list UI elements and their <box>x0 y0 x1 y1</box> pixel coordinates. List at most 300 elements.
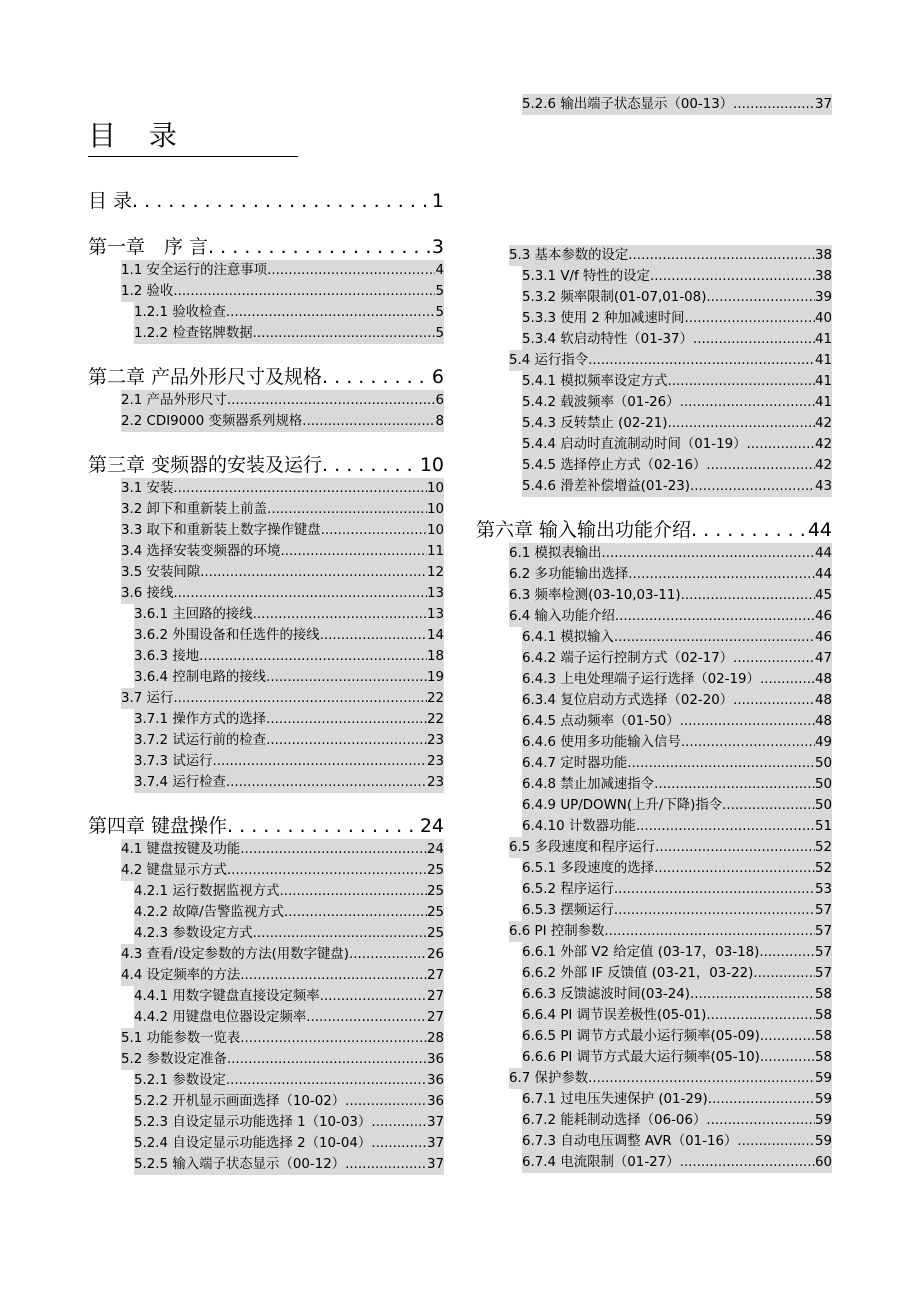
toc-entry-title: 5.2.6 输出端子状态显示（00-13） <box>522 97 734 112</box>
toc-section-entry[interactable] <box>134 751 444 772</box>
toc-section-entry[interactable] <box>509 350 832 371</box>
toc-section-entry[interactable] <box>134 667 444 688</box>
toc-section-entry[interactable] <box>522 732 832 753</box>
toc-section-entry[interactable] <box>134 1133 444 1154</box>
toc-chapter-entry[interactable] <box>88 452 444 478</box>
toc-entry-title: 第一章 序 言 <box>88 236 209 258</box>
toc-leader-dots <box>322 364 432 390</box>
toc-page-number: 58 <box>814 987 832 1002</box>
toc-entry-title: 6.7.4 电流限制（01-27） <box>522 1155 680 1170</box>
toc-entry-title: 2.2 CDI9000 变频器系列规格 <box>121 414 303 429</box>
toc-entry-title: 4.3 查看/设定参数的方法(用数字键盘) <box>121 947 349 962</box>
toc-section-entry[interactable] <box>121 944 444 965</box>
toc-leader-dots <box>226 302 436 323</box>
toc-leader-dots <box>322 452 420 478</box>
toc-entry-title: 6.4 输入功能介绍 <box>509 609 615 624</box>
toc-leader-dots <box>240 965 427 986</box>
toc-section-entry[interactable] <box>522 984 832 1005</box>
toc-leader-dots <box>266 667 427 688</box>
toc-section-entry[interactable] <box>121 260 444 281</box>
toc-section-entry[interactable] <box>509 606 832 627</box>
toc-leader-dots <box>253 323 436 344</box>
toc-page-number: 57 <box>814 945 832 960</box>
toc-section-entry[interactable] <box>522 455 832 476</box>
toc-page-number: 36 <box>426 1073 444 1088</box>
toc-page-number: 36 <box>426 1052 444 1067</box>
toc-entry-title: 6.5 多段速度和程序运行 <box>509 840 656 855</box>
toc-section-entry[interactable] <box>509 564 832 585</box>
toc-leader-dots <box>267 260 435 281</box>
toc-page-number: 23 <box>426 775 444 790</box>
toc-leader-dots <box>588 350 815 371</box>
toc-section-entry[interactable] <box>509 245 832 266</box>
toc-entry-title: 6.7.2 能耗制动选择（06-06） <box>522 1113 707 1128</box>
toc-leader-dots <box>266 730 427 751</box>
toc-page-number: 60 <box>814 1155 832 1170</box>
toc-entry-title: 3.7.2 试运行前的检查 <box>134 733 267 748</box>
toc-page-number: 50 <box>814 777 832 792</box>
toc-section-entry[interactable] <box>522 690 832 711</box>
toc-entry-title: 3.7.1 操作方式的选择 <box>134 712 267 727</box>
toc-spacer <box>476 115 832 245</box>
toc-page-number: 49 <box>814 735 832 750</box>
toc-section-entry[interactable] <box>121 839 444 860</box>
title-underline <box>88 156 298 157</box>
toc-section-entry[interactable] <box>134 1154 444 1175</box>
toc-entry-title: 5.4.4 启动时直流制动时间（01-19） <box>522 437 747 452</box>
toc-leader-dots <box>320 625 427 646</box>
toc-section-entry[interactable] <box>121 478 444 499</box>
toc-page-number: 46 <box>814 609 832 624</box>
toc-section-entry[interactable] <box>522 1005 832 1026</box>
toc-leader-dots <box>284 902 427 923</box>
toc-page-number: 44 <box>814 567 832 582</box>
toc-entry-title: 6.4.3 上电处理端子运行选择（02-19） <box>522 672 760 687</box>
toc-page-number: 58 <box>814 1050 832 1065</box>
toc-leader-dots <box>680 711 815 732</box>
toc-page-number: 38 <box>814 269 832 284</box>
toc-right-column <box>476 94 832 1173</box>
toc-page-number: 26 <box>426 947 444 962</box>
toc-section-entry[interactable] <box>134 986 444 1007</box>
toc-entry-title: 3.6.4 控制电路的接线 <box>134 670 267 685</box>
toc-entry-title: 第四章 键盘操作 <box>88 815 228 837</box>
toc-leader-dots <box>628 245 815 266</box>
toc-page-number: 5 <box>435 326 444 341</box>
toc-page-number: 42 <box>814 416 832 431</box>
toc-leader-dots <box>226 772 427 793</box>
toc-page-number: 48 <box>814 693 832 708</box>
toc-leader-dots <box>668 413 815 434</box>
toc-page-number: 59 <box>814 1113 832 1128</box>
toc-entry-title: 6.4.2 端子运行控制方式（02-17） <box>522 651 734 666</box>
toc-section-entry[interactable] <box>522 648 832 669</box>
toc-section-entry[interactable] <box>522 287 832 308</box>
toc-leader-dots <box>200 562 427 583</box>
toc-page-number: 24 <box>419 815 444 837</box>
toc-entry-title: 6.4.9 UP/DOWN(上升/下降)指令 <box>522 798 723 813</box>
toc-section-entry[interactable] <box>522 94 832 115</box>
toc-entry-title: 5.4.1 模拟频率设定方式 <box>522 374 668 389</box>
toc-section-entry[interactable] <box>509 585 832 606</box>
toc-entry-title: 3.3 取下和重新装上数字操作键盘 <box>121 523 321 538</box>
toc-page-number: 41 <box>814 374 832 389</box>
toc-section-entry[interactable] <box>134 323 444 344</box>
toc-leader-dots <box>680 1152 815 1173</box>
toc-leader-dots <box>760 1026 815 1047</box>
toc-page-number: 57 <box>814 966 832 981</box>
toc-leader-dots <box>680 392 815 413</box>
toc-entry-title: 6.6.6 PI 调节方式最大运行频率(05-10) <box>522 1050 760 1065</box>
toc-page-number: 59 <box>814 1092 832 1107</box>
toc-entry-title: 5.4.2 载波频率（01-26） <box>522 395 680 410</box>
toc-page-number: 11 <box>426 544 444 559</box>
toc-entry-title: 6.7 保护参数 <box>509 1071 589 1086</box>
toc-entry-title: 6.4.6 使用多功能输入信号 <box>522 735 681 750</box>
toc-section-entry[interactable] <box>134 902 444 923</box>
toc-entry-title: 6.4.7 定时器功能 <box>522 756 628 771</box>
toc-entry-title: 3.4 选择安装变频器的环境 <box>121 544 281 559</box>
toc-section-entry[interactable] <box>522 266 832 287</box>
toc-spacer <box>88 344 444 364</box>
toc-leader-dots <box>345 1091 427 1112</box>
toc-leader-dots <box>227 860 427 881</box>
toc-page-number: 4 <box>435 263 444 278</box>
toc-section-entry[interactable] <box>121 860 444 881</box>
toc-leader-dots <box>280 541 426 562</box>
toc-entry-title: 第二章 产品外形尺寸及规格 <box>88 366 323 388</box>
toc-section-entry[interactable] <box>121 583 444 604</box>
toc-leader-dots <box>227 1049 427 1070</box>
toc-section-entry[interactable] <box>134 1007 444 1028</box>
toc-section-entry[interactable] <box>522 371 832 392</box>
toc-section-entry[interactable] <box>134 604 444 625</box>
toc-page-number: 43 <box>814 479 832 494</box>
toc-entry-title: 5.2.4 自设定显示功能选择 2（10-04） <box>134 1136 372 1151</box>
toc-section-entry[interactable] <box>509 1068 832 1089</box>
toc-section-entry[interactable] <box>522 858 832 879</box>
toc-section-entry[interactable] <box>522 1047 832 1068</box>
toc-entry-title: 5.3.1 V/f 特性的设定 <box>522 269 650 284</box>
toc-leader-dots <box>681 585 815 606</box>
toc-leader-dots <box>681 732 815 753</box>
toc-page-number: 57 <box>814 924 832 939</box>
toc-section-entry[interactable] <box>522 795 832 816</box>
toc-entry-title: 5.4.6 滑差补偿增益(01-23) <box>522 479 691 494</box>
toc-leader-dots <box>173 478 427 499</box>
toc-entry-title: 5.3.3 使用 2 种加减速时间 <box>522 311 685 326</box>
toc-section-entry[interactable] <box>522 476 832 497</box>
toc-page-number: 50 <box>814 756 832 771</box>
toc-page-number: 25 <box>426 905 444 920</box>
toc-page-number: 10 <box>426 481 444 496</box>
toc-section-entry[interactable] <box>121 281 444 302</box>
toc-section-entry[interactable] <box>134 709 444 730</box>
toc-leader-dots <box>615 606 815 627</box>
toc-entry-title: 3.6 接线 <box>121 586 174 601</box>
toc-section-entry[interactable] <box>121 520 444 541</box>
toc-page-number: 42 <box>814 458 832 473</box>
toc-page-number: 44 <box>814 546 832 561</box>
toc-leader-dots <box>266 709 427 730</box>
toc-page-number: 27 <box>426 989 444 1004</box>
toc-leader-dots <box>240 1028 427 1049</box>
toc-page-number: 57 <box>814 903 832 918</box>
toc-leader-dots <box>760 669 815 690</box>
toc-page-number: 1 <box>431 190 444 212</box>
toc-section-entry[interactable] <box>509 921 832 942</box>
toc-chapter-entry[interactable] <box>88 813 444 839</box>
toc-leader-dots <box>722 795 815 816</box>
toc-entry-title: 4.4.2 用键盘电位器设定频率 <box>134 1010 307 1025</box>
toc-page-number: 58 <box>814 1029 832 1044</box>
toc-leader-dots <box>173 583 427 604</box>
toc-leader-dots <box>706 1005 815 1026</box>
toc-entry-title: 4.2.1 运行数据监视方式 <box>134 884 280 899</box>
toc-leader-dots <box>691 517 808 543</box>
toc-leader-dots <box>240 839 427 860</box>
toc-page-number: 8 <box>435 414 444 429</box>
toc-leader-dots <box>321 520 427 541</box>
toc-leader-dots <box>132 188 432 214</box>
toc-page-number: 23 <box>426 733 444 748</box>
toc-page-number: 37 <box>814 97 832 112</box>
toc-section-entry[interactable] <box>134 302 444 323</box>
toc-page-number: 10 <box>426 502 444 517</box>
toc-leader-dots <box>208 234 432 260</box>
toc-leader-dots <box>614 627 815 648</box>
toc-section-entry[interactable] <box>522 413 832 434</box>
toc-page-number: 37 <box>426 1136 444 1151</box>
toc-page-number: 59 <box>814 1134 832 1149</box>
toc-section-entry[interactable] <box>134 923 444 944</box>
toc-entry-title: 3.7.3 试运行 <box>134 754 213 769</box>
toc-entry-title: 3.6.2 外围设备和任选件的接线 <box>134 628 320 643</box>
toc-leader-dots <box>753 963 815 984</box>
toc-leader-dots <box>267 499 427 520</box>
toc-page-number: 22 <box>426 712 444 727</box>
toc-entry-title: 4.2 键盘显示方式 <box>121 863 227 878</box>
toc-entry-title: 6.4.8 禁止加减速指令 <box>522 777 655 792</box>
toc-page-number: 23 <box>426 754 444 769</box>
toc-section-entry[interactable] <box>134 881 444 902</box>
toc-page-number: 42 <box>814 437 832 452</box>
toc-entry-title: 3.6.1 主回路的接线 <box>134 607 253 622</box>
toc-page-number: 19 <box>426 670 444 685</box>
toc-section-entry[interactable] <box>509 543 832 564</box>
toc-entry-title: 4.2.3 参数设定方式 <box>134 926 253 941</box>
toc-section-entry[interactable] <box>134 730 444 751</box>
toc-leader-dots <box>602 543 815 564</box>
toc-section-entry[interactable] <box>134 1070 444 1091</box>
toc-leader-dots <box>227 390 436 411</box>
toc-section-entry[interactable] <box>522 816 832 837</box>
toc-leader-dots <box>588 1068 815 1089</box>
toc-section-entry[interactable] <box>522 627 832 648</box>
toc-page-number: 24 <box>426 842 444 857</box>
toc-page-number: 50 <box>814 798 832 813</box>
toc-section-entry[interactable] <box>134 1112 444 1133</box>
toc-section-entry[interactable] <box>522 1110 832 1131</box>
toc-entry-title: 6.7.3 自动电压调整 AVR（01-16） <box>522 1134 738 1149</box>
toc-leader-dots <box>708 1089 815 1110</box>
toc-entry-title: 6.2 多功能输出选择 <box>509 567 629 582</box>
toc-entry-title: 5.4.3 反转禁止 (02-21) <box>522 416 668 431</box>
toc-page-number: 52 <box>814 861 832 876</box>
toc-leader-dots <box>654 858 815 879</box>
toc-leader-dots <box>627 753 815 774</box>
toc-section-entry[interactable] <box>522 900 832 921</box>
toc-section-entry[interactable] <box>134 625 444 646</box>
toc-leader-dots <box>614 879 815 900</box>
toc-entry-title: 6.3.4 复位启动方式选择（02-20） <box>522 693 734 708</box>
toc-page-number: 58 <box>814 1008 832 1023</box>
toc-leader-dots <box>227 813 420 839</box>
toc-section-entry[interactable] <box>121 1028 444 1049</box>
toc-entry-title: 6.5.2 程序运行 <box>522 882 614 897</box>
toc-chapter-entry[interactable] <box>88 188 444 214</box>
toc-entry-title: 3.1 安装 <box>121 481 174 496</box>
toc-entry-title: 5.4 运行指令 <box>509 353 589 368</box>
toc-entry-title: 2.1 产品外形尺寸 <box>121 393 227 408</box>
toc-section-entry[interactable] <box>522 669 832 690</box>
toc-leader-dots <box>226 1070 427 1091</box>
toc-section-entry[interactable] <box>121 1049 444 1070</box>
toc-page-number: 18 <box>426 649 444 664</box>
toc-entry-title: 6.1 模拟表输出 <box>509 546 602 561</box>
toc-section-entry[interactable] <box>121 541 444 562</box>
toc-section-entry[interactable] <box>134 772 444 793</box>
toc-section-entry[interactable] <box>522 1026 832 1047</box>
toc-entry-title: 5.4.5 选择停止方式（02-16） <box>522 458 707 473</box>
toc-entry-title: 5.2.5 输入端子状态显示（00-12） <box>134 1157 346 1172</box>
toc-page-number: 44 <box>807 519 832 541</box>
toc-leader-dots <box>655 837 815 858</box>
toc-leader-dots <box>253 923 427 944</box>
toc-entry-title: 6.3 频率检测(03-10,03-11) <box>509 588 681 603</box>
toc-entry-title: 1.2 验收 <box>121 284 174 299</box>
toc-entry-title: 6.6.2 外部 IF 反馈值 (03-21，03-22) <box>522 966 754 981</box>
toc-page-number: 40 <box>814 311 832 326</box>
toc-section-entry[interactable] <box>134 1091 444 1112</box>
toc-leader-dots <box>747 434 815 455</box>
toc-page-number: 14 <box>426 628 444 643</box>
toc-entry-title: 第三章 变频器的安装及运行 <box>88 454 323 476</box>
toc-section-entry[interactable] <box>121 562 444 583</box>
toc-section-entry[interactable] <box>522 1089 832 1110</box>
toc-leader-dots <box>706 1110 815 1131</box>
toc-entry-title: 4.2.2 故障/告警监视方式 <box>134 905 284 920</box>
toc-page-number: 13 <box>426 607 444 622</box>
toc-section-entry[interactable] <box>522 879 832 900</box>
toc-page-number: 37 <box>426 1157 444 1172</box>
toc-page-number: 10 <box>419 454 444 476</box>
toc-entry-title: 4.4.1 用数字键盘直接设定频率 <box>134 989 320 1004</box>
toc-page-number: 48 <box>814 672 832 687</box>
toc-entry-title: 6.6.5 PI 调节方式最小运行频率(05-09) <box>522 1029 760 1044</box>
toc-leader-dots <box>690 476 815 497</box>
toc-leader-dots <box>213 751 427 772</box>
toc-entry-title: 3.2 卸下和重新装上前盖 <box>121 502 268 517</box>
toc-leader-dots <box>173 281 435 302</box>
toc-section-entry[interactable] <box>522 1131 832 1152</box>
toc-section-entry[interactable] <box>121 965 444 986</box>
toc-leader-dots <box>306 1007 427 1028</box>
toc-page-number: 52 <box>814 840 832 855</box>
toc-entry-title: 6.6.3 反馈滤波时间(03-24) <box>522 987 691 1002</box>
toc-entry-title: 第六章 输入输出功能介绍 <box>476 519 692 541</box>
toc-leader-dots <box>654 774 815 795</box>
toc-chapter-entry[interactable] <box>88 364 444 390</box>
toc-leader-dots <box>690 984 815 1005</box>
toc-leader-dots <box>733 648 815 669</box>
toc-section-entry[interactable] <box>121 390 444 411</box>
toc-chapter-entry[interactable] <box>88 234 444 260</box>
toc-leader-dots <box>604 921 815 942</box>
toc-leader-dots <box>173 688 427 709</box>
toc-section-entry[interactable] <box>522 753 832 774</box>
toc-section-entry[interactable] <box>522 963 832 984</box>
toc-page-number: 59 <box>814 1071 832 1086</box>
toc-chapter-entry[interactable] <box>476 517 832 543</box>
page-title: 目 录 <box>88 119 189 152</box>
toc-section-entry[interactable] <box>134 646 444 667</box>
toc-page-number: 41 <box>814 353 832 368</box>
toc-page-number: 48 <box>814 714 832 729</box>
toc-entry-title: 目 录 <box>88 190 133 212</box>
toc-page-number: 22 <box>426 691 444 706</box>
toc-page-number: 51 <box>814 819 832 834</box>
toc-entry-title: 6.7.1 过电压失速保护 (01-29) <box>522 1092 708 1107</box>
toc-section-entry[interactable] <box>522 1152 832 1173</box>
toc-section-entry[interactable] <box>522 329 832 350</box>
toc-entry-title: 6.4.1 模拟输入 <box>522 630 614 645</box>
toc-section-entry[interactable] <box>522 711 832 732</box>
toc-leader-dots <box>320 986 427 1007</box>
toc-entry-title: 6.6 PI 控制参数 <box>509 924 605 939</box>
toc-entry-title: 5.2 参数设定准备 <box>121 1052 227 1067</box>
toc-section-entry[interactable] <box>522 942 832 963</box>
toc-page-number: 38 <box>814 248 832 263</box>
toc-page-number: 39 <box>814 290 832 305</box>
toc-entry-title: 1.2.2 检查铭牌数据 <box>134 326 253 341</box>
toc-entry-title: 5.2.2 开机显示画面选择（10-02） <box>134 1094 346 1109</box>
toc-leader-dots <box>349 944 427 965</box>
toc-section-entry[interactable] <box>121 499 444 520</box>
toc-leader-dots <box>253 604 427 625</box>
toc-section-entry[interactable] <box>522 434 832 455</box>
toc-page-number: 27 <box>426 968 444 983</box>
toc-section-entry[interactable] <box>522 774 832 795</box>
toc-page-number: 25 <box>426 926 444 941</box>
toc-entry-title: 3.5 安装间隙 <box>121 565 201 580</box>
toc-entry-title: 3.6.3 接地 <box>134 649 200 664</box>
toc-section-entry[interactable] <box>121 688 444 709</box>
toc-page-number: 10 <box>426 523 444 538</box>
toc-leader-dots <box>371 1112 427 1133</box>
toc-section-entry[interactable] <box>121 411 444 432</box>
toc-page-number: 6 <box>435 393 444 408</box>
toc-entry-title: 5.2.1 参数设定 <box>134 1073 226 1088</box>
toc-entry-title: 5.3 基本参数的设定 <box>509 248 629 263</box>
toc-page-number: 41 <box>814 395 832 410</box>
toc-leader-dots <box>685 308 815 329</box>
toc-leader-dots <box>371 1133 427 1154</box>
toc-section-entry[interactable] <box>522 392 832 413</box>
toc-leader-dots <box>628 564 815 585</box>
toc-section-entry[interactable] <box>509 837 832 858</box>
toc-section-entry[interactable] <box>522 308 832 329</box>
